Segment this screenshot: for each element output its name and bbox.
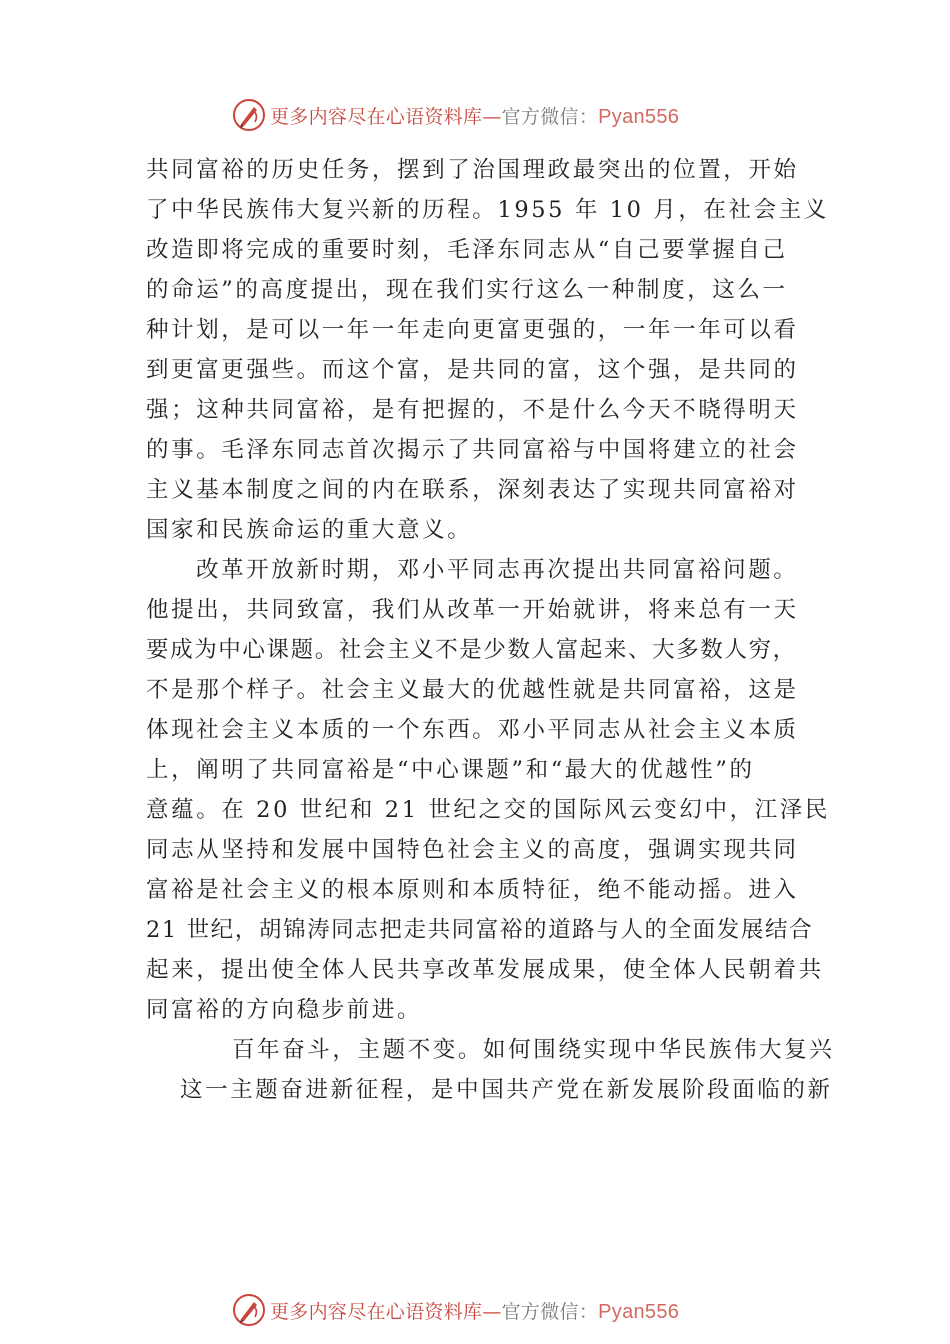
header-separator: — [482, 105, 502, 128]
text-line: 富裕是社会主义的根本原则和本质特征，绝不能动摇。进入 [146, 877, 799, 903]
text-line: 了中华民族伟大复兴新的历程。1955 年 10 月，在社会主义 [146, 197, 829, 223]
paragraph-2 [146, 550, 830, 1030]
text-line: 他提出，共同致富，我们从改革一开始就讲，将来总有一天 [146, 597, 799, 623]
text-line: 百年奋斗，主题不变。如何围绕实现中华民族伟大复兴 [232, 1037, 835, 1063]
text-line: 不是那个样子。社会主义最大的优越性就是共同富裕，这是 [146, 677, 799, 703]
text-line: 主义基本制度之间的内在联系，深刻表达了实现共同富裕对 [146, 477, 799, 503]
text-line: 同志从坚持和发展中国特色社会主义的高度，强调实现共同 [146, 837, 799, 863]
header-wechat-id: Pyan556 [598, 105, 680, 128]
text-line: 要成为中心课题。社会主义不是少数人富起来、大多数人穷， [146, 637, 797, 663]
footer-wechat-label: 官方微信： [501, 1300, 599, 1323]
text-line: 上，阐明了共同富裕是“中心课题”和“最大的优越性”的 [146, 757, 755, 783]
text-line: 21 世纪，胡锦涛同志把走共同富裕的道路与人的全面发展结合 [146, 917, 814, 943]
text-line: 种计划，是可以一年一年走向更富更强的，一年一年可以看 [146, 317, 799, 343]
text-line: 国家和民族命运的重大意义。 [146, 517, 473, 543]
footer-watermark [0, 1290, 950, 1330]
text-line: 到更富更强些。而这个富，是共同的富，这个强，是共同的 [146, 357, 799, 383]
header-wechat-label: 官方微信： [501, 105, 599, 128]
header-watermark [0, 95, 950, 135]
text-line: 起来，提出使全体人民共享改革发展成果，使全体人民朝着共 [146, 957, 824, 983]
paragraph-1 [146, 150, 829, 550]
text-line: 这一主题奋进新征程，是中国共产党在新发展阶段面临的新 [180, 1077, 833, 1103]
pen-logo-icon [232, 98, 266, 132]
text-line: 同富裕的方向稳步前进。 [146, 997, 423, 1023]
footer-separator: — [482, 1300, 502, 1323]
header-brand-text: 更多内容尽在心语资料库 [270, 105, 483, 128]
text-line: 意蕴。在 20 世纪和 21 世纪之交的国际风云变幻中，江泽民 [146, 797, 830, 823]
text-line: 的事。毛泽东同志首次揭示了共同富裕与中国将建立的社会 [146, 437, 799, 463]
text-line: 强；这种共同富裕，是有把握的，不是什么今天不晓得明天 [146, 397, 799, 423]
article-body [146, 150, 835, 1110]
footer-brand-text: 更多内容尽在心语资料库 [270, 1300, 483, 1323]
text-line: 共同富裕的历史任务，摆到了治国理政最突出的位置，开始 [146, 157, 799, 183]
pen-logo-icon [232, 1293, 266, 1327]
text-line: 改革开放新时期，邓小平同志再次提出共同富裕问题。 [196, 557, 799, 583]
footer-wechat-id: Pyan556 [598, 1300, 680, 1323]
text-line: 体现社会主义本质的一个东西。邓小平同志从社会主义本质 [146, 717, 799, 743]
paragraph-3 [146, 1030, 835, 1110]
text-line: 改造即将完成的重要时刻，毛泽东同志从“自己要掌握自己 [146, 237, 788, 263]
text-line: 的命运”的高度提出，现在我们实行这么一种制度，这么一 [146, 277, 788, 303]
